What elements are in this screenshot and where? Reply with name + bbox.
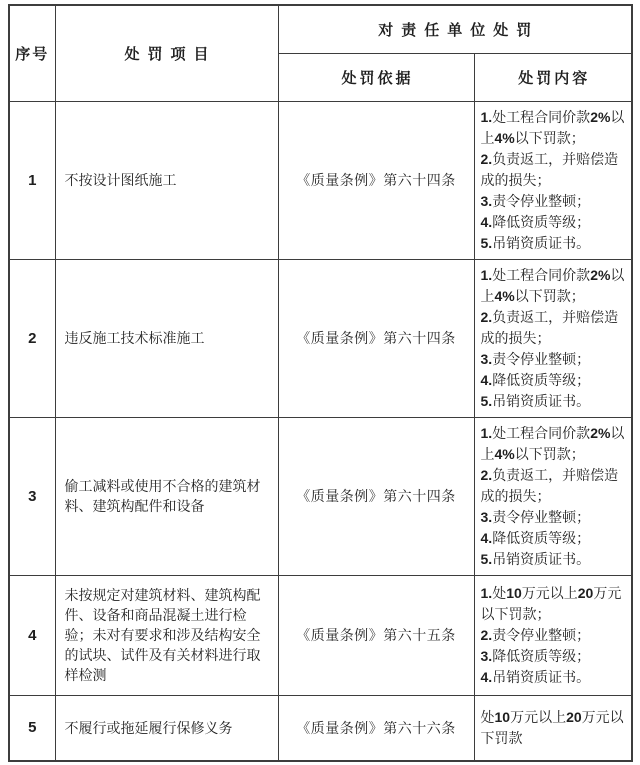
penalty-content-line: 1.处10万元以上20万元以下罚款； xyxy=(480,584,622,622)
penalty-table xyxy=(8,4,633,762)
penalty-content-line: 5.吊销资质证书。 xyxy=(480,550,591,567)
penalty-content xyxy=(474,259,632,417)
column-header-serial: 序号 xyxy=(9,5,55,101)
penalty-content-line: 1.处工程合同价款2%以上4%以下罚款； xyxy=(480,108,625,146)
penalty-basis: 《质量条例》第六十五条 xyxy=(278,575,474,695)
penalty-content-line: 4.吊销资质证书。 xyxy=(480,668,591,685)
table-row xyxy=(9,575,632,695)
penalty-basis: 《质量条例》第六十四条 xyxy=(278,259,474,417)
serial-number: 3 xyxy=(9,417,55,575)
penalty-content xyxy=(474,575,632,695)
serial-number: 4 xyxy=(9,575,55,695)
penalty-content-line: 处10万元以上20万元以下罚款 xyxy=(480,708,624,746)
penalty-content-line: 2.负责返工，并赔偿造成的损失； xyxy=(480,466,619,504)
penalty-content-line: 1.处工程合同价款2%以上4%以下罚款； xyxy=(480,266,625,304)
penalty-content xyxy=(474,417,632,575)
penalty-basis: 《质量条例》第六十四条 xyxy=(278,417,474,575)
penalty-content-line: 4.降低资质等级； xyxy=(480,371,591,388)
penalty-content-line: 2.责令停业整顿； xyxy=(480,626,591,643)
penalty-content xyxy=(474,695,632,761)
penalty-item: 偷工减料或使用不合格的建筑材料、建筑构配件和设备 xyxy=(55,417,278,575)
column-header-responsible-unit-penalty: 对责任单位处罚 xyxy=(278,5,632,53)
penalty-content-line: 4.降低资质等级； xyxy=(480,529,591,546)
column-header-penalty-basis: 处罚依据 xyxy=(278,53,474,101)
penalty-content-line: 3.责令停业整顿； xyxy=(480,508,591,525)
table-row xyxy=(9,417,632,575)
penalty-content-line: 2.负责返工，并赔偿造成的损失； xyxy=(480,308,619,346)
penalty-content-line: 5.吊销资质证书。 xyxy=(480,234,591,251)
serial-number: 1 xyxy=(9,101,55,259)
penalty-item: 不按设计图纸施工 xyxy=(55,101,278,259)
penalty-item: 不履行或拖延履行保修义务 xyxy=(55,695,278,761)
penalty-content-line: 4.降低资质等级； xyxy=(480,213,591,230)
serial-number: 2 xyxy=(9,259,55,417)
penalty-content-line: 2.负责返工，并赔偿造成的损失； xyxy=(480,150,619,188)
penalty-item: 违反施工技术标准施工 xyxy=(55,259,278,417)
column-header-penalty-content: 处罚内容 xyxy=(474,53,632,101)
penalty-basis: 《质量条例》第六十四条 xyxy=(278,101,474,259)
table-row xyxy=(9,259,632,417)
column-header-penalty-item: 处罚项目 xyxy=(55,5,278,101)
table-row xyxy=(9,695,632,761)
table-row xyxy=(9,101,632,259)
header-row-top xyxy=(9,5,632,53)
serial-number: 5 xyxy=(9,695,55,761)
penalty-content xyxy=(474,101,632,259)
penalty-content-line: 1.处工程合同价款2%以上4%以下罚款； xyxy=(480,424,625,462)
penalty-content-line: 3.降低资质等级； xyxy=(480,647,591,664)
penalty-basis: 《质量条例》第六十六条 xyxy=(278,695,474,761)
penalty-content-line: 5.吊销资质证书。 xyxy=(480,392,591,409)
penalty-content-line: 3.责令停业整顿； xyxy=(480,192,591,209)
penalty-content-line: 3.责令停业整顿； xyxy=(480,350,591,367)
penalty-item: 未按规定对建筑材料、建筑构配件、设备和商品混凝土进行检验；未对有要求和涉及结构安全的试块、试件及有关材料进行取样检测 xyxy=(55,575,278,695)
